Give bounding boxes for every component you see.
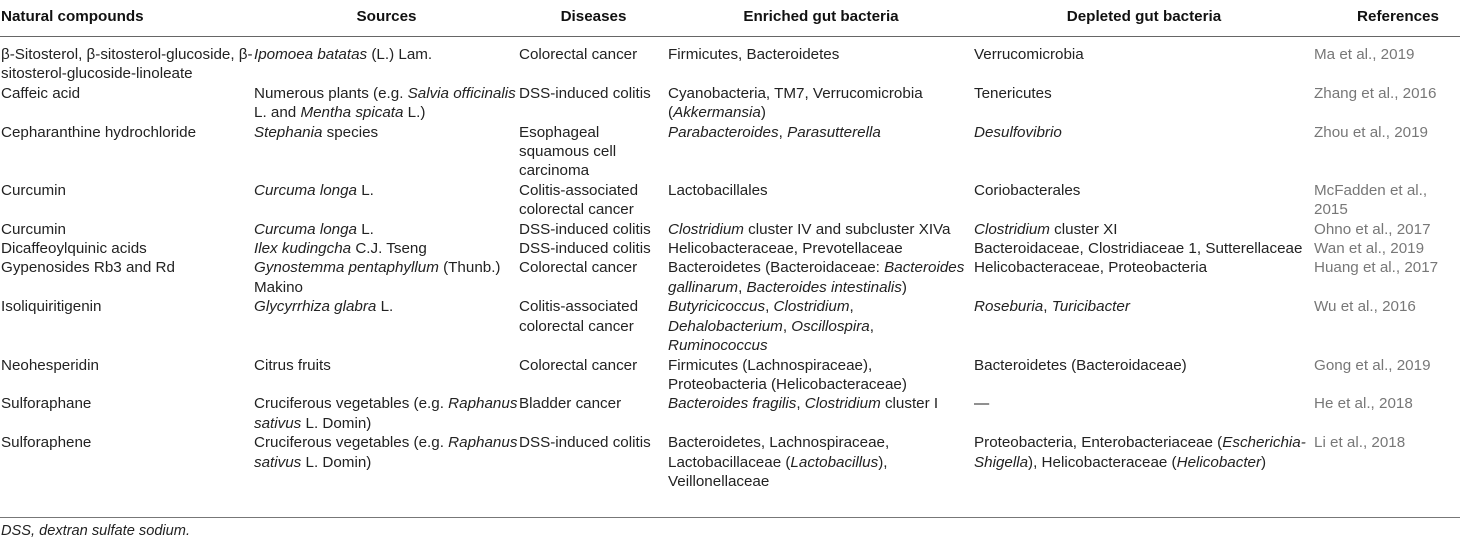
header-row [0, 0, 1460, 37]
cell-compound: Cepharanthine hydrochloride [1, 123, 197, 141]
cell-compound: Dicaffeoylquinic acids [1, 240, 147, 258]
cell-depleted: Coriobacterales [974, 181, 1081, 199]
cell-depleted: Clostridium cluster XI [974, 220, 1118, 238]
cell-disease: DSS-induced colitis [519, 434, 651, 452]
cell-source: Glycyrrhiza glabra L. [254, 298, 394, 316]
cell-disease: Bladder cancer [519, 395, 622, 413]
cell-disease: DSS-induced colitis [519, 240, 651, 258]
cell-reference: McFadden et al., 2015 [1314, 181, 1428, 219]
cell-depleted: Verrucomicrobia [974, 46, 1084, 63]
header-sources: Sources [254, 0, 519, 37]
cell-disease: Esophageal squamous cell carcinoma [519, 123, 617, 180]
cell-depleted: Tenericutes [974, 84, 1052, 102]
cell-enriched: Bacteroidetes (Bacteroidaceae: Bacteroides gallinarum, Bacteroides intestinalis) [668, 259, 965, 296]
cell-reference: Gong et al., 2019 [1314, 356, 1431, 374]
table-row [0, 356, 1460, 395]
bottom-rule [0, 517, 1460, 518]
cell-reference: Ma et al., 2019 [1314, 46, 1415, 63]
cell-depleted: Proteobacteria, Enterobacteriaceae (Escherichia-Shigella), Helicobacteraceae (Helicobacter) [974, 434, 1306, 471]
cell-enriched: Clostridium cluster IV and subcluster XIVa [668, 220, 951, 238]
cell-compound: Sulforaphene [1, 434, 92, 452]
footnote: DSS, dextran sulfate sodium. [1, 523, 190, 539]
cell-source: Stephania species [254, 123, 379, 141]
header-diseases: Diseases [519, 0, 668, 37]
cell-source: Cruciferous vegetables (e.g. Raphanus sativus L. Domin) [254, 395, 518, 432]
cell-compound: Sulforaphane [1, 395, 92, 413]
cell-reference: Li et al., 2018 [1314, 434, 1406, 452]
cell-compound: Curcumin [1, 181, 66, 199]
cell-disease: DSS-induced colitis [519, 84, 651, 102]
table-row [0, 239, 1460, 258]
cell-depleted: Roseburia, Turicibacter [974, 298, 1130, 316]
cell-depleted: Bacteroidaceae, Clostridiaceae 1, Sutterellaceae [974, 240, 1303, 258]
cell-source: Ilex kudingcha C.J. Tseng [254, 240, 427, 258]
table-row [0, 258, 1460, 297]
cell-enriched: Cyanobacteria, TM7, Verrucomicrobia (Akkermansia) [668, 84, 923, 122]
cell-disease: Colorectal cancer [519, 259, 638, 277]
cell-reference: Wan et al., 2019 [1314, 240, 1425, 258]
cell-reference: Zhang et al., 2016 [1314, 84, 1437, 102]
cell-depleted: Bacteroidetes (Bacteroidaceae) [974, 356, 1187, 374]
cell-disease: Colorectal cancer [519, 46, 638, 63]
cell-enriched: Bacteroides fragilis, Clostridium cluster I [668, 395, 939, 413]
cell-enriched: Bacteroidetes, Lachnospiraceae, Lactobacillaceae (Lactobacillus), Veillonellaceae [668, 434, 890, 490]
cell-source: Citrus fruits [254, 356, 331, 374]
cell-disease: Colitis-associated colorectal cancer [519, 298, 639, 335]
cell-enriched: Firmicutes, Bacteroidetes [668, 46, 840, 63]
cell-reference: Zhou et al., 2019 [1314, 123, 1428, 141]
table-row [0, 297, 1460, 355]
header-references: References [1314, 0, 1460, 37]
cell-enriched: Lactobacillales [668, 181, 768, 199]
cell-reference: He et al., 2018 [1314, 395, 1413, 413]
cell-compound: Curcumin [1, 220, 66, 238]
cell-source: Curcuma longa L. [254, 181, 374, 199]
cell-compound: Neohesperidin [1, 356, 99, 374]
header-depleted: Depleted gut bacteria [974, 0, 1314, 37]
cell-compound: Gypenosides Rb3 and Rd [1, 259, 175, 277]
cell-enriched: Helicobacteraceae, Prevotellaceae [668, 240, 903, 258]
cell-enriched: Firmicutes (Lachnospiraceae), Proteobacteria (Helicobacteraceae) [668, 356, 907, 393]
cell-depleted: — [974, 395, 990, 413]
table-row [0, 181, 1460, 220]
header-compounds: Natural compounds [0, 0, 254, 37]
cell-enriched: Butyricicoccus, Clostridium, Dehalobacterium, Oscillospira, Ruminococcus [668, 298, 874, 355]
cell-source: Curcuma longa L. [254, 220, 374, 238]
table-row [0, 394, 1460, 433]
cell-compound: β-Sitosterol, β-sitosterol-glucoside, β-sitosterol-glucoside-linoleate [1, 46, 253, 83]
cell-source: Cruciferous vegetables (e.g. Raphanus sativus L. Domin) [254, 434, 518, 471]
table-row [0, 84, 1460, 123]
table-body [0, 37, 1460, 505]
cell-compound: Isoliquiritigenin [1, 298, 102, 316]
table-row [0, 220, 1460, 239]
cell-source: Numerous plants (e.g. Salvia officinalis L. and Mentha spicata L.) [254, 84, 516, 122]
cell-reference: Ohno et al., 2017 [1314, 220, 1431, 238]
cell-disease: Colorectal cancer [519, 356, 638, 374]
header-enriched: Enriched gut bacteria [668, 0, 974, 37]
cell-enriched: Parabacteroides, Parasutterella [668, 123, 881, 141]
cell-source: Gynostemma pentaphyllum (Thunb.) Makino [254, 259, 501, 296]
cell-depleted: Helicobacteraceae, Proteobacteria [974, 259, 1208, 277]
cell-depleted: Desulfovibrio [974, 123, 1062, 141]
cell-source: Ipomoea batatas (L.) Lam. [254, 46, 433, 63]
cell-disease: Colitis-associated colorectal cancer [519, 181, 639, 219]
table-row [0, 123, 1460, 181]
cell-reference: Huang et al., 2017 [1314, 259, 1439, 277]
cell-disease: DSS-induced colitis [519, 220, 651, 238]
table-row [0, 37, 1460, 84]
table-row [0, 433, 1460, 504]
cell-compound: Caffeic acid [1, 84, 81, 102]
cell-reference: Wu et al., 2016 [1314, 298, 1416, 316]
